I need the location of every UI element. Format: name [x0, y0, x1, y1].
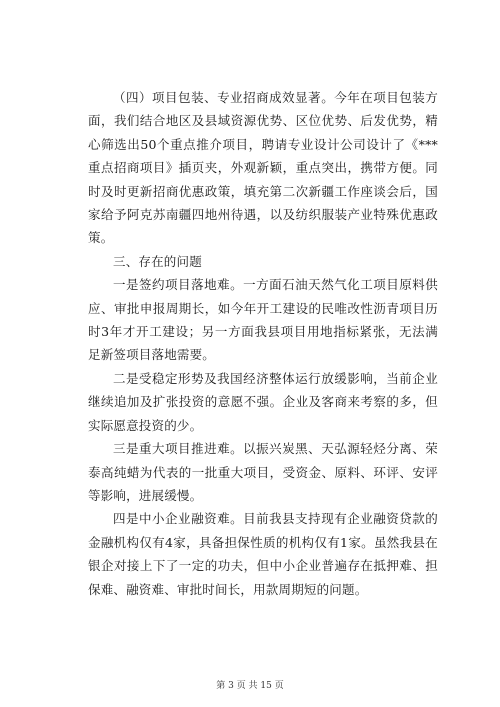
paragraph-problem-one: 一是签约项目落地难。一方面石油天然气化工项目原料供应、审批申报周期长，如今年开工建设的民唯改性沥青项目历时3年才开工建设；另一方面我县项目用地指标紧张，无法满足新签项目落地需要。: [88, 277, 438, 363]
paragraph-problem-four: 四是中小企业融资难。目前我县支持现有企业融资贷款的金融机构仅有4家，具备担保性质的机构仅有1家。虽然我县在银企对接上下了一定的功夫，但中小企业普遍存在抵押难、担保难、融资难、审批时间长，用款周期短的问题。: [88, 511, 438, 597]
paragraph-problem-two: 二是受稳定形势及我国经济整体运行放缓影响，当前企业继续追加及扩张投资的意愿不强。企业及客商来考察的多，但实际愿意投资的少。: [88, 370, 438, 433]
page-footer: 第 3 页 共 15 页: [216, 681, 284, 691]
paragraph-project-packaging: （四）项目包装、专业招商成效显著。今年在项目包装方面，我们结合地区及县域资源优势、区位优势、后发优势，精心筛选出50个重点推介项目，聘请专业设计公司设计了《***重点招商项目》插页夹，外观新颖，重点突出，携带方便。同时及时更新招商优惠政策，填充第二次新疆工作座谈会后，国家给予阿克苏南疆四地州待遇，以及纺织服装产业特殊优惠政策。: [88, 90, 438, 246]
paragraph-problem-three: 三是重大项目推进难。以振兴炭黑、天弘源轻烃分离、荣泰高纯蜡为代表的一批重大项目，受资金、原料、环评、安评等影响，进展缓慢。: [88, 441, 438, 503]
document-body: [88, 86, 438, 601]
section-heading-problems: 三、存在的问题: [113, 253, 202, 269]
